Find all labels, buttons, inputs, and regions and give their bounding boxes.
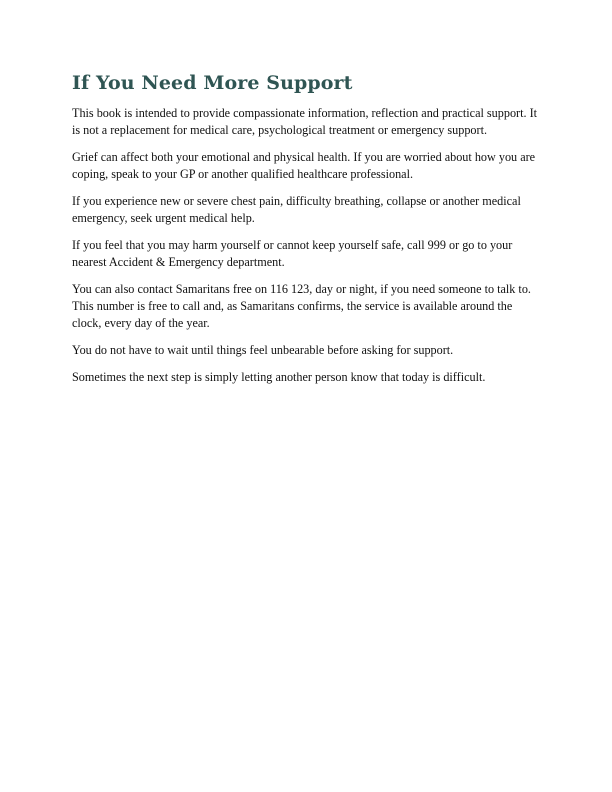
paragraph-samaritans: You can also contact Samaritans free on 116 123, day or night, if you need someone to talk to. This number is free to call and, as Samaritans confirms, the service is available around the clock, every day of the year. (72, 282, 531, 330)
paragraph-next-step: Sometimes the next step is simply letting another person know that today is difficult. (72, 370, 486, 384)
paragraph-ask-support: You do not have to wait until things feel unbearable before asking for support. (72, 343, 454, 357)
page-content (72, 70, 540, 396)
paragraph-purpose: This book is intended to provide compassionate information, reflection and practical support. It is not a replacement for medical care, psychological treatment or emergency support. (72, 106, 538, 137)
paragraph-health: Grief can affect both your emotional and physical health. If you are worried about how you are coping, speak to your GP or another qualified healthcare professional. (72, 150, 536, 181)
page-title: If You Need More Support (72, 72, 353, 94)
paragraph-medical-emergency: If you experience new or severe chest pain, difficulty breathing, collapse or another medical emergency, seek urgent medical help. (72, 194, 521, 225)
paragraph-self-harm: If you feel that you may harm yourself or cannot keep yourself safe, call 999 or go to your nearest Accident & Emergency department. (72, 238, 513, 269)
